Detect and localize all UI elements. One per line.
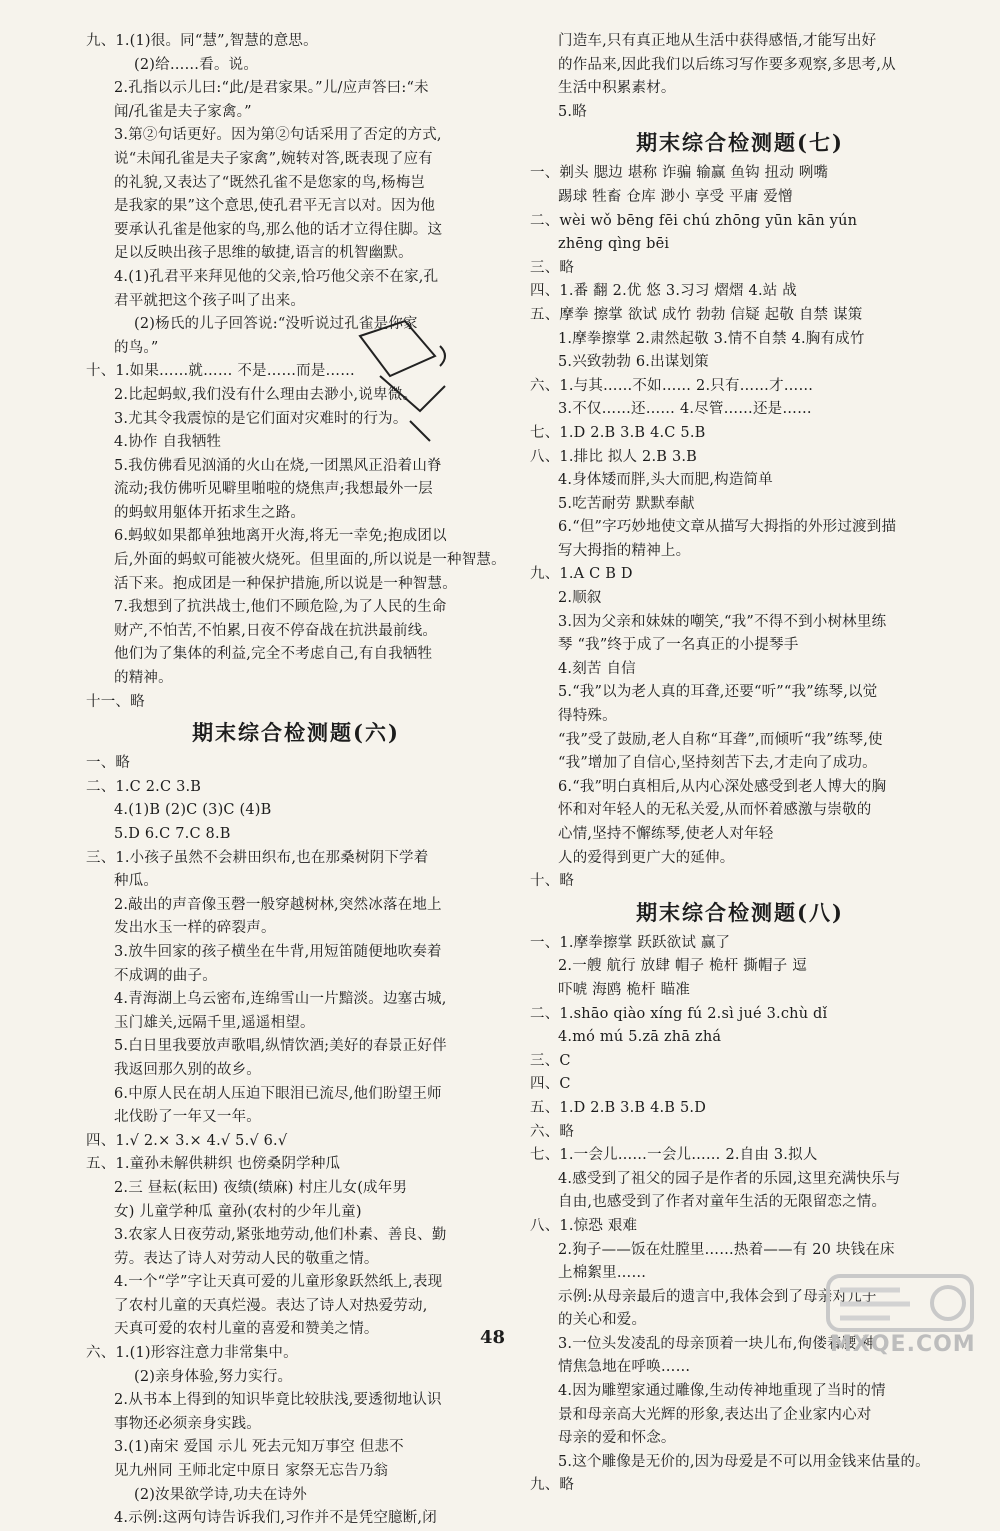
answer-line: 三、1.小孩子虽然不会耕田织布,也在那桑树阴下学着 [86, 849, 429, 866]
answer-line: 八、1.惊恐 艰难 [530, 1217, 638, 1234]
answer-line: 2.敲出的声音像玉磬一般穿越树林,突然冰落在地上 [114, 896, 442, 913]
answer-line: 4.身体矮而胖,头大而肥,构造简单 [558, 472, 773, 489]
answer-line: 七、1.D 2.B 3.B 4.C 5.B [530, 424, 706, 441]
handwritten-scribble-icon [350, 316, 470, 446]
answer-line: 3.一位头发凌乱的母亲顶着一块儿布,佝偻着腰,神 [558, 1335, 876, 1352]
answer-line: 5.吃苦耐劳 默默奉献 [558, 495, 695, 512]
answer-line: 吓唬 海鸥 桅杆 瞄准 [558, 981, 691, 998]
answer-line: 一、略 [86, 755, 131, 772]
answer-line: 4.协作 自我牺牲 [114, 434, 222, 451]
answer-line: 5.略 [558, 103, 587, 120]
answer-line: 他们为了集体的利益,完全不考虑自己,有自我牺牲 [114, 646, 433, 663]
answer-line: 3.第②句话更好。因为第②句话采用了否定的方式, [114, 127, 442, 144]
answer-line: 4.mó mú 5.zā zhā zhá [558, 1029, 722, 1046]
answer-line: 情焦急地在呼唤…… [558, 1359, 691, 1376]
answer-line: 1.摩拳擦掌 2.肃然起敬 3.情不自禁 4.胸有成竹 [558, 330, 865, 347]
answer-line: 闻/孔雀是夫子家禽。” [114, 103, 252, 120]
answer-line: 四、C [530, 1076, 571, 1093]
answer-line: 女) 儿童学种瓜 童孙(农村的少年儿童) [114, 1203, 362, 1220]
answer-line: 八、1.排比 拟人 2.B 3.B [530, 448, 698, 465]
answer-line: 劳。表达了诗人对劳动人民的敬重之情。 [114, 1250, 379, 1267]
answer-line: 五、1.D 2.B 3.B 4.B 5.D [530, 1099, 707, 1116]
answer-line: 2.狗子——饭在灶膛里……热着——有 20 块钱在床 [558, 1241, 895, 1258]
answer-line: 的礼貌,又表达了“既然孔雀不是您家的鸟,杨梅岂 [114, 174, 426, 191]
answer-line: 上棉絮里…… [558, 1265, 647, 1282]
answer-line: 母亲的爱和怀念。 [558, 1430, 676, 1447]
answer-line: 5.这个雕像是无价的,因为母爱是不可以用金钱来估量的。 [558, 1453, 930, 1470]
answer-line: 后,外面的蚂蚁可能被火烧死。但里面的,所以说是一种智慧。 [114, 552, 506, 569]
answer-line: 六、1.(1)形容注意力非常集中。 [86, 1345, 298, 1362]
answer-line: 天真可爱的农村儿童的喜爱和赞美之情。 [114, 1321, 379, 1338]
answer-line: 玉门雄关,远隔千里,遥遥相望。 [114, 1014, 315, 1031]
answer-line: 7.我想到了抗洪战士,他们不顾危险,为了人民的生命 [114, 599, 447, 616]
answer-line: 2.孔指以示儿曰:“此/是君家果。”儿/应声答曰:“未 [114, 80, 429, 97]
answer-line: 种瓜。 [114, 873, 159, 890]
answer-line: 4.一个“学”字让天真可爱的儿童形象跃然纸上,表现 [114, 1274, 443, 1291]
answer-line: 要承认孔雀是他家的鸟,那么他的话才立得住脚。这 [114, 221, 443, 238]
answer-line: 5.兴致勃勃 6.出谋划策 [558, 354, 709, 371]
answer-line: 6.中原人民在胡人压迫下眼泪已流尽,他们盼望王师 [114, 1085, 442, 1102]
answer-line: 6.“我”明白真相后,从内心深处感受到老人博大的胸 [558, 778, 887, 795]
answer-line: 七、1.一会儿……一会儿…… 2.自由 3.拟人 [530, 1147, 818, 1164]
answer-line: 示例:从母亲最后的遗言中,我体会到了母亲对儿子 [558, 1288, 877, 1305]
answer-line: 二、1.C 2.C 3.B [86, 778, 202, 795]
answer-line: 四、1.番 翻 2.优 悠 3.习习 熠熠 4.站 战 [530, 283, 798, 300]
answer-line: zhēng qìng bēi [558, 236, 670, 253]
answer-line: 琴 “我”终于成了一名真正的小提琴手 [558, 637, 799, 654]
answer-line: 2.三 昼耘(耘田) 夜绩(绩麻) 村庄儿女(成年男 [114, 1179, 408, 1196]
answer-line: 得特殊。 [558, 708, 617, 725]
answer-line: 五、摩拳 擦掌 欲试 成竹 勃勃 信疑 起敬 自禁 谋策 [530, 306, 863, 323]
section-title: 期末综合检测题(六) [192, 720, 400, 746]
answer-line: 6.蚂蚁如果都单独地离开火海,将无一幸免;抱成团以 [114, 528, 447, 545]
answer-line: 流动;我仿佛听见噼里啪啦的烧焦声;我想最外一层 [114, 481, 433, 498]
answer-line: 4.(1)孔君平来拜见他的父亲,恰巧他父亲不在家,孔 [114, 268, 439, 285]
answer-line: 的关心和爱。 [558, 1312, 647, 1329]
answer-line: 的精神。 [114, 670, 173, 687]
answer-line: 四、1.√ 2.× 3.× 4.√ 5.√ 6.√ [86, 1132, 288, 1149]
answer-line: 我返回那久别的故乡。 [114, 1061, 261, 1078]
answer-line: 5.“我”以为老人真的耳聋,还要“听”“我”练琴,以觉 [558, 684, 878, 701]
answer-line: 5.D 6.C 7.C 8.B [114, 826, 231, 842]
answer-line: 5.白日里我要放声歌唱,纵情饮酒;美好的春景正好伴 [114, 1038, 447, 1055]
answer-line: 怀和对年轻人的无私关爱,从而怀着感激与崇敬的 [558, 802, 872, 819]
answer-line: 十、略 [530, 873, 575, 890]
answer-line: 2.比起蚂蚁,我们没有什么理由去渺小,说卑微。 [114, 386, 418, 403]
answer-line: 三、C [530, 1052, 571, 1069]
left-column [86, 30, 506, 1531]
answer-line: 4.因为雕塑家通过雕像,生动传神地重现了当时的情 [558, 1383, 886, 1400]
answer-line: 事物还必须亲身实践。 [114, 1415, 261, 1432]
answer-line: 6.“但”字巧妙地使文章从描写大拇指的外形过渡到描 [558, 519, 897, 536]
answer-line: 3.(1)南宋 爱国 示儿 死去元知万事空 但悲不 [114, 1439, 404, 1456]
answer-line: 4.示例:这两句诗告诉我们,习作并不是凭空臆断,闭 [114, 1510, 437, 1527]
answer-line: 是我家的果”这个意思,使孔君平无言以对。因为他 [114, 198, 436, 215]
page-number: 48 [480, 1327, 506, 1348]
answer-line: 见九州同 王师北定中原日 家祭无忘告乃翁 [114, 1463, 389, 1480]
answer-line: 二、wèi wǒ bēng fēi chú zhōng yūn kān yún [530, 212, 858, 229]
answer-line: 3.尤其令我震惊的是它们面对灾难时的行为。 [114, 410, 408, 427]
answer-line: 4.刻苦 自信 [558, 660, 636, 677]
answer-line: 的作品来,因此我们以后练习写作要多观察,多思考,从 [558, 56, 896, 73]
answer-line: 写大拇指的精神上。 [558, 542, 691, 559]
answer-line: 2.从书本上得到的知识毕竟比较肤浅,要透彻地认识 [114, 1392, 442, 1409]
answer-line: 九、略 [530, 1477, 575, 1494]
watermark-text: MXQE.COM [830, 1332, 976, 1357]
answer-line: 不成调的曲子。 [114, 967, 217, 984]
answer-line: 财产,不怕苦,不怕累,日夜不停奋战在抗洪最前线。 [114, 622, 438, 639]
answer-line: 九、1.(1)很。同“慧”,智慧的意思。 [86, 33, 318, 49]
answer-line: “我”受了鼓励,老人自称“耳聋”,而倾听“我”练琴,使 [558, 731, 883, 748]
answer-line: 足以反映出孩子思维的敏捷,语言的机智幽默。 [114, 245, 413, 262]
answer-line: 一、剃头 腮边 堪称 诈骗 输赢 鱼钩 扭动 咧嘴 [530, 165, 829, 182]
answer-line: 发出水玉一样的碎裂声。 [114, 920, 276, 937]
answer-line: 了农村儿童的天真烂漫。表达了诗人对热爱劳动, [114, 1297, 428, 1314]
answer-line: 活下来。抱成团是一种保护措施,所以说是一种智慧。 [114, 575, 457, 592]
answer-line: 的鸟。” [114, 339, 159, 356]
answer-line: 六、1.与其……不如…… 2.只有……才…… [530, 377, 814, 394]
answer-line: 生活中积累素材。 [558, 80, 676, 97]
answer-line: 九、1.A C B D [530, 566, 633, 583]
answer-line: 十、1.如果……就…… 不是……而是…… [86, 363, 355, 380]
answer-line: (2)给……看。说。 [134, 56, 259, 73]
answer-line: 4.(1)B (2)C (3)C (4)B [114, 802, 272, 819]
answer-line: 十一、略 [86, 693, 145, 710]
answer-line: 君平就把这个孩子叫了出来。 [114, 292, 306, 309]
answer-line: 自由,也感受到了作者对童年生活的无限留恋之情。 [558, 1194, 887, 1211]
answer-line: 2.一艘 航行 放肆 帽子 桅杆 撕帽子 逗 [558, 958, 807, 975]
answer-line: “我”增加了自信心,坚持刻苦下去,才走向了成功。 [558, 755, 877, 772]
answer-line: 4.感受到了祖父的园子是作者的乐园,这里充满快乐与 [558, 1170, 901, 1187]
answer-line: 一、1.摩拳擦掌 跃跃欲试 赢了 [530, 934, 731, 951]
answer-line: (2)杨氏的儿子回答说:“没听说过孔雀是你家 [134, 316, 418, 333]
answer-line: 的蚂蚁用躯体开拓求生之路。 [114, 504, 306, 521]
answer-line: 3.因为父亲和妹妹的嘲笑,“我”不得不到小树林里练 [558, 613, 887, 630]
answer-line: 门造车,只有真正地从生活中获得感悟,才能写出好 [558, 33, 877, 49]
answer-line: 3.不仅……还…… 4.尽管……还是…… [558, 401, 812, 418]
answer-line: 二、1.shāo qiào xíng fú 2.sì jué 3.chù dǐ [530, 1005, 828, 1022]
answer-line: 心情,坚持不懈练琴,使老人对年轻 [558, 826, 774, 842]
answer-line: 六、略 [530, 1123, 575, 1140]
answer-line: (2)亲身体验,努力实行。 [134, 1368, 293, 1385]
answer-line: 人的爱得到更广大的延伸。 [558, 849, 735, 866]
answer-line: 4.青海湖上乌云密布,连绵雪山一片黯淡。边塞古城, [114, 991, 447, 1008]
section-title: 期末综合检测题(八) [636, 899, 844, 925]
answer-line: 3.放牛回家的孩子横坐在牛背,用短笛随便地吹奏着 [114, 943, 442, 960]
answer-line: 2.顺叙 [558, 590, 602, 607]
answer-line: 三、略 [530, 259, 575, 276]
section-title: 期末综合检测题(七) [636, 130, 844, 156]
answer-line: 北伐盼了一年又一年。 [114, 1109, 261, 1126]
answer-line: 踢球 牲畜 仓库 渺小 享受 平庸 爱憎 [558, 188, 793, 205]
answer-line: 五、1.童孙未解供耕织 也傍桑阴学种瓜 [86, 1156, 341, 1173]
answer-line: 景和母亲高大光辉的形象,表达出了企业家内心对 [558, 1406, 872, 1423]
answer-line: (2)汝果欲学诗,功夫在诗外 [134, 1486, 307, 1503]
answer-line: 说“未闻孔雀是夫子家禽”,婉转对答,既表现了应有 [114, 150, 433, 167]
answer-line: 3.农家人日夜劳动,紧张地劳动,他们朴素、善良、勤 [114, 1227, 447, 1244]
answer-line: 5.我仿佛看见汹涌的火山在烧,一团黑风正沿着山脊 [114, 457, 442, 474]
